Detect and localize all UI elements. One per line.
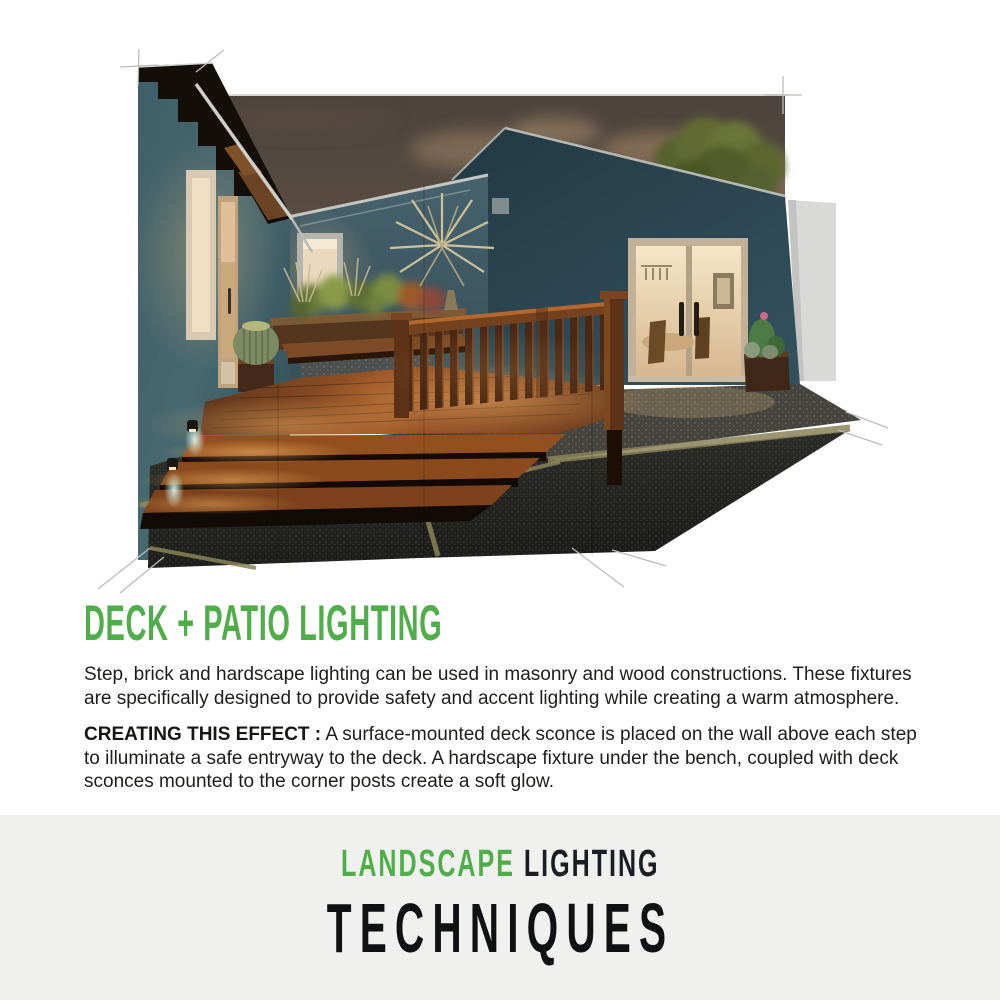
yucca-palm [390, 193, 494, 310]
middle-house-wall [265, 175, 488, 390]
patio-pavers [470, 384, 861, 460]
gray-side-panel [788, 200, 836, 381]
step-sconce-lower [164, 458, 184, 508]
section-title-text: DECK + PATIO LIGHTING [84, 595, 443, 651]
intro-paragraph: Step, brick and hardscape lighting can be used in masonry and wood constructions. These fixtures are specifically designed to provide safety and accent lighting while creating a warm atmosphere. [84, 664, 912, 709]
effect-paragraph [84, 723, 936, 794]
corner-post [600, 291, 628, 485]
planter-plants [290, 274, 445, 318]
brand-word-landscape: LANDSCAPE [340, 843, 515, 885]
description-section [84, 597, 936, 807]
section-title [84, 597, 936, 649]
brand-line-1 [259, 843, 742, 886]
right-house-wall [452, 128, 800, 385]
grout-lines [140, 428, 850, 568]
brand-word-lighting: LIGHTING [523, 843, 660, 885]
brand-footer [0, 815, 1000, 1000]
sketch-guides [98, 49, 888, 593]
effect-text: A surface-mounted deck sconce is placed on the wall above each step to illuminate a safe entryway to the deck. A hardscape fixture under the bench, coupled with deck sconces mounted to the corner posts create a soft glow. [84, 724, 917, 792]
sky [205, 95, 814, 346]
deck-steps [127, 434, 566, 529]
effect-label: CREATING THIS EFFECT : [84, 724, 322, 745]
middle-window [265, 210, 375, 326]
bench-and-planter [270, 258, 468, 386]
step-sconce-upper [185, 420, 205, 456]
grass-spikes [284, 258, 370, 302]
brand-line-2 [201, 888, 800, 968]
left-house [130, 63, 312, 560]
brand-word-techniques: TECHNIQUES [326, 889, 674, 967]
section-guides [278, 185, 592, 562]
patio-gravel [148, 428, 848, 568]
french-doors [628, 238, 762, 382]
tree [654, 117, 785, 207]
cactus-pot-left [233, 321, 279, 392]
deck [145, 364, 650, 453]
left-glass-door [218, 196, 238, 388]
left-window [186, 170, 216, 340]
deck-railing [380, 291, 628, 485]
cactus-pot-right [744, 312, 790, 392]
